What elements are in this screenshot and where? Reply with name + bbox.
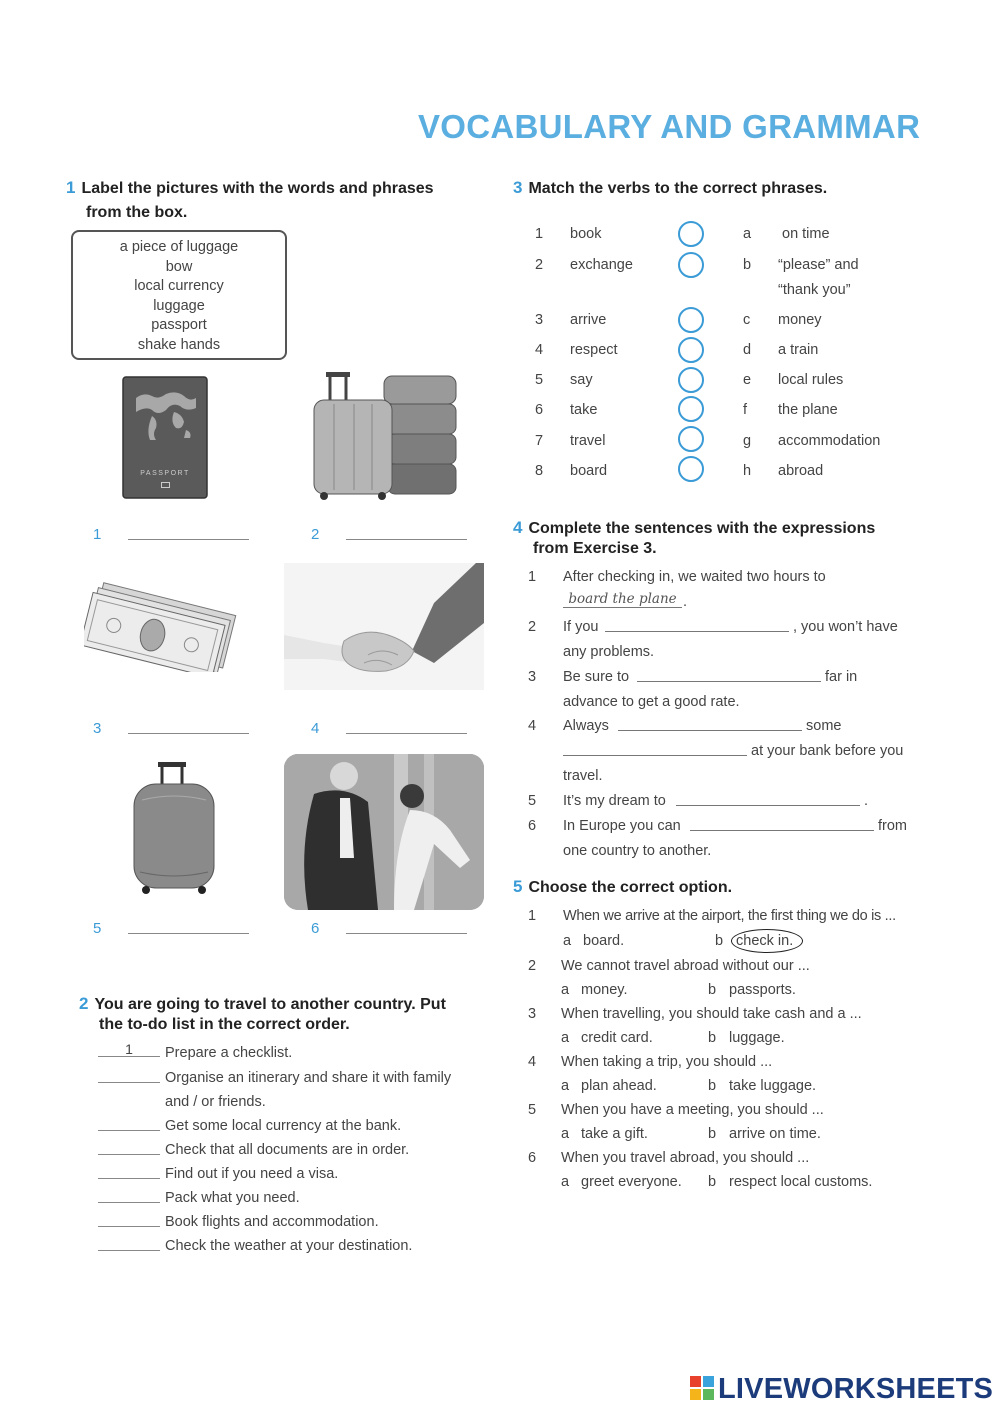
- option-b[interactable]: check in.: [736, 933, 794, 949]
- picture-answer-blank[interactable]: [346, 933, 467, 934]
- exercise-5-heading: 5 Choose the correct option.: [513, 877, 733, 896]
- todo-item: Find out if you need a visa.: [165, 1166, 339, 1182]
- phrase: a train: [778, 342, 819, 358]
- passport-picture: [122, 376, 208, 499]
- sentence-text: at your bank before you: [751, 743, 904, 759]
- verb: take: [570, 402, 598, 418]
- verb-number: 6: [535, 402, 544, 418]
- word-box-item: a piece of luggage: [119, 239, 239, 255]
- sentence-text: Always: [563, 718, 609, 734]
- option-letter: b: [708, 982, 717, 998]
- option-b[interactable]: take luggage.: [729, 1078, 817, 1094]
- order-answer-blank[interactable]: [98, 1250, 160, 1251]
- handshake-picture: [284, 563, 484, 690]
- sentence-text: If you: [563, 619, 599, 635]
- exercise-4-heading: 4 Complete the sentences with the expressions from Exercise 3.: [513, 518, 876, 557]
- sentence-answer-blank[interactable]: [563, 590, 682, 608]
- question-text: When travelling, you should take cash and a ...: [561, 1006, 862, 1022]
- verb: travel: [570, 433, 606, 449]
- picture-answer-blank[interactable]: [128, 539, 249, 540]
- phrase: money: [778, 312, 822, 328]
- match-answer-circle[interactable]: [678, 307, 704, 333]
- sentence-text: .: [864, 793, 869, 809]
- sentence-text: After checking in, we waited two hours to: [563, 569, 826, 585]
- word-box-item: luggage: [153, 297, 205, 314]
- sentence-answer-blank[interactable]: [605, 631, 789, 632]
- question-text: When taking a trip, you should ...: [561, 1054, 773, 1070]
- todo-item: Check that all documents are in order.: [165, 1142, 410, 1158]
- picture-label-number: 2: [311, 526, 320, 543]
- order-answer-blank[interactable]: [98, 1082, 160, 1083]
- option-letter: a: [561, 1174, 570, 1190]
- verb-number: 7: [535, 433, 544, 449]
- picture-answer-blank[interactable]: [128, 733, 249, 734]
- phrase-letter: g: [743, 433, 752, 449]
- option-a[interactable]: board.: [583, 933, 625, 949]
- match-answer-circle[interactable]: [678, 426, 704, 452]
- todo-item: Organise an itinerary and share it with family: [165, 1070, 452, 1086]
- suitcase-picture: [130, 760, 220, 896]
- exercise-3-heading: 3 Match the verbs to the correct phrases.: [513, 178, 828, 197]
- verb: arrive: [570, 312, 607, 328]
- sentence-answer-blank[interactable]: [637, 681, 821, 682]
- question-number: 1: [528, 908, 537, 924]
- option-letter: a: [561, 1030, 570, 1046]
- word-box-item: local currency: [134, 278, 224, 295]
- todo-item: Get some local currency at the bank.: [165, 1118, 402, 1134]
- sentence-text: , you won’t have: [793, 619, 898, 635]
- todo-item: Check the weather at your destination.: [165, 1238, 413, 1254]
- order-answer-blank[interactable]: [98, 1178, 160, 1179]
- phrase: the plane: [778, 402, 838, 418]
- sentence-text: In Europe you can: [563, 818, 681, 834]
- option-a[interactable]: money.: [581, 982, 628, 998]
- picture-answer-blank[interactable]: [346, 539, 467, 540]
- liveworksheets-logo-icon: [690, 1376, 714, 1400]
- liveworksheets-logo: LIVEWORKSHEETS: [718, 1373, 994, 1405]
- sentence-text: any problems.: [563, 644, 655, 660]
- phrase: “thank you”: [778, 282, 851, 298]
- verb-number: 8: [535, 463, 544, 479]
- question-number: 4: [528, 1054, 537, 1070]
- verb-number: 2: [535, 257, 544, 273]
- sentence-text: one country to another.: [563, 843, 712, 859]
- sentence-answer-blank[interactable]: [563, 755, 747, 756]
- sentence-number: 4: [528, 718, 537, 734]
- question-text: When you have a meeting, you should ...: [561, 1102, 824, 1118]
- todo-item: and / or friends.: [165, 1094, 266, 1110]
- match-answer-circle[interactable]: [678, 221, 704, 247]
- phrase: on time: [782, 226, 830, 242]
- verb-number: 3: [535, 312, 544, 328]
- option-b[interactable]: passports.: [729, 982, 796, 998]
- option-a[interactable]: take a gift.: [581, 1126, 648, 1142]
- verb-number: 1: [535, 226, 544, 242]
- option-letter: a: [561, 1078, 570, 1094]
- order-answer-blank[interactable]: [98, 1130, 160, 1131]
- option-letter: b: [708, 1078, 717, 1094]
- word-box-item: bow: [165, 258, 193, 275]
- sentence-number: 5: [528, 793, 537, 809]
- exercise-number: 5: [513, 877, 523, 896]
- luggage-stack-picture: [310, 370, 462, 502]
- phrase-letter: h: [743, 463, 752, 479]
- phrase: accommodation: [778, 433, 881, 449]
- question-text: When we arrive at the airport, the first thing we do is ...: [563, 908, 896, 924]
- todo-item: Pack what you need.: [165, 1190, 300, 1206]
- word-box: [71, 230, 287, 360]
- question-text: We cannot travel abroad without our ...: [561, 958, 810, 974]
- sentence-text: advance to get a good rate.: [563, 694, 740, 710]
- picture-answer-blank[interactable]: [128, 933, 249, 934]
- picture-label-number: 5: [93, 920, 102, 937]
- option-letter: b: [708, 1030, 717, 1046]
- option-b[interactable]: luggage.: [729, 1030, 785, 1046]
- verb: respect: [570, 342, 618, 358]
- match-answer-circle[interactable]: [678, 252, 704, 278]
- phrase: abroad: [778, 463, 824, 479]
- sentence-text: far in: [825, 669, 858, 685]
- question-number: 5: [528, 1102, 537, 1118]
- sentence-number: 2: [528, 619, 537, 635]
- option-letter: a: [561, 1126, 570, 1142]
- todo-item: Prepare a checklist.: [165, 1045, 293, 1061]
- exercise-number: 2: [79, 994, 89, 1013]
- sentence-text: .: [683, 594, 688, 610]
- verb: say: [570, 372, 593, 388]
- sentence-text: some: [806, 718, 842, 734]
- verb: book: [570, 226, 602, 242]
- phrase-letter: a: [743, 226, 752, 242]
- option-b[interactable]: respect local customs.: [729, 1174, 873, 1190]
- option-letter: b: [708, 1174, 717, 1190]
- picture-label-number: 4: [311, 720, 320, 737]
- option-letter: b: [715, 933, 724, 949]
- todo-item: Book flights and accommodation.: [165, 1214, 379, 1230]
- phrase-letter: e: [743, 372, 752, 388]
- currency-picture: [84, 572, 240, 672]
- exercise-1-heading: 1 Label the pictures with the words and phrases from the box.: [66, 178, 434, 221]
- order-answer-blank[interactable]: 1: [98, 1041, 160, 1057]
- phrase-letter: f: [743, 402, 748, 418]
- sentence-text: travel.: [563, 768, 603, 784]
- order-answer-blank[interactable]: [98, 1154, 160, 1155]
- phrase-letter: b: [743, 257, 752, 273]
- phrase-letter: d: [743, 342, 752, 358]
- sentence-answer-blank[interactable]: [676, 805, 860, 806]
- handwritten-answer: board the plane: [568, 591, 677, 607]
- sentence-text: Be sure to: [563, 669, 630, 685]
- question-text: When you travel abroad, you should ...: [561, 1150, 810, 1166]
- sentence-number: 6: [528, 818, 537, 834]
- chip-icon: [161, 482, 170, 488]
- exercise-number: 3: [513, 178, 523, 197]
- question-number: 2: [528, 958, 537, 974]
- passport-cover-text: PASSPORT: [140, 470, 190, 477]
- sentence-text: It’s my dream to: [563, 793, 666, 809]
- order-answer-blank[interactable]: [98, 1202, 160, 1203]
- option-letter: a: [563, 933, 572, 949]
- sentence-answer-blank[interactable]: [618, 730, 802, 731]
- picture-label-number: 6: [311, 920, 320, 937]
- option-a[interactable]: plan ahead.: [581, 1078, 657, 1094]
- exercise-number: 1: [66, 178, 76, 197]
- match-answer-circle[interactable]: [678, 396, 704, 422]
- match-answer-circle[interactable]: [678, 367, 704, 393]
- question-number: 3: [528, 1006, 537, 1022]
- exercise-number: 4: [513, 518, 523, 537]
- phrase: local rules: [778, 372, 844, 388]
- verb: exchange: [570, 257, 633, 273]
- verb: board: [570, 463, 608, 479]
- phrase: “please” and: [778, 257, 859, 273]
- sentence-number: 3: [528, 669, 537, 685]
- word-box-item: passport: [151, 317, 207, 334]
- option-letter: a: [561, 982, 570, 998]
- exercise-2-heading: 2 You are going to travel to another country. Put the to-do list in the correct order.: [79, 994, 446, 1033]
- picture-label-number: 3: [93, 720, 102, 737]
- picture-label-number: 1: [93, 526, 102, 543]
- option-letter: b: [708, 1126, 717, 1142]
- page-title: VOCABULARY AND GRAMMAR: [418, 108, 921, 145]
- match-answer-circle[interactable]: [678, 456, 704, 482]
- phrase-letter: c: [743, 312, 751, 328]
- word-box-item: shake hands: [137, 336, 221, 353]
- sentence-answer-blank[interactable]: [690, 830, 874, 831]
- match-answer-circle[interactable]: [678, 337, 704, 363]
- verb-number: 4: [535, 342, 544, 358]
- option-a[interactable]: greet everyone.: [581, 1174, 682, 1190]
- sentence-number: 1: [528, 569, 537, 585]
- verb-number: 5: [535, 372, 544, 388]
- bow-picture: [284, 754, 484, 910]
- order-answer-blank[interactable]: [98, 1226, 160, 1227]
- picture-answer-blank[interactable]: [346, 733, 467, 734]
- option-b[interactable]: arrive on time.: [729, 1126, 821, 1142]
- question-number: 6: [528, 1150, 537, 1166]
- option-a[interactable]: credit card.: [581, 1030, 653, 1046]
- sentence-text: from: [878, 818, 907, 834]
